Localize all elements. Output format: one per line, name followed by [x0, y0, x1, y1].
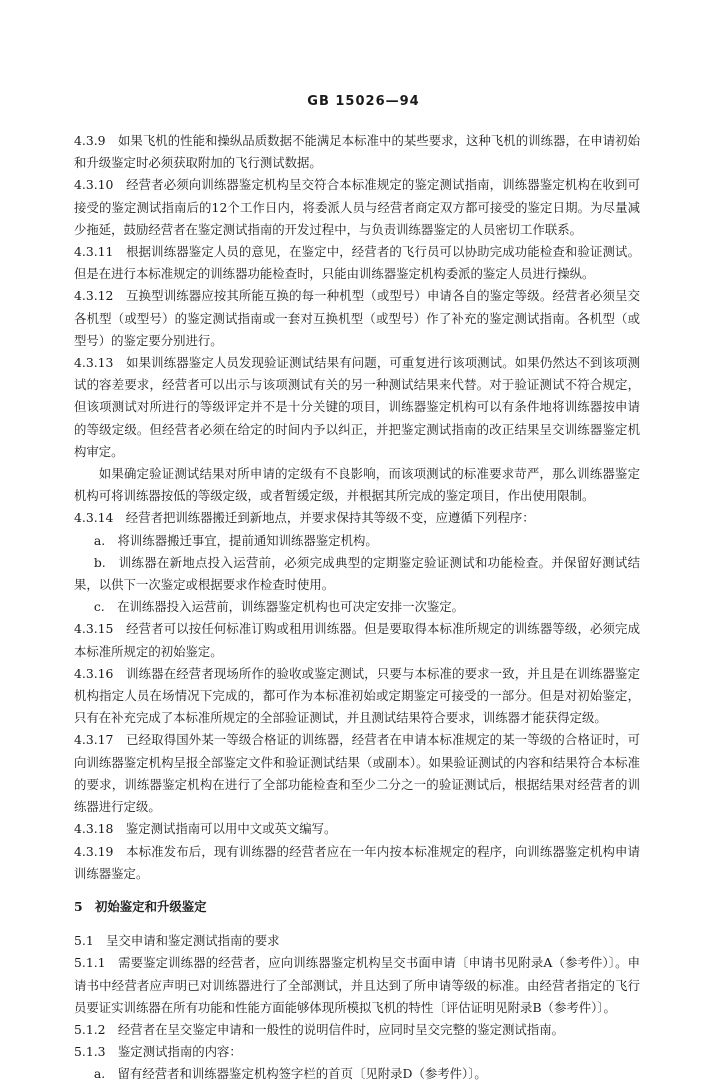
paragraph-4-3-16: 4.3.16 训练器在经营者现场所作的验收或鉴定测试，只要与本标准的要求一致，并且是在训练器鉴定机构指定人员在场情况下完成的，都可作为本标准初始或定期鉴定可接受的一部分。但是对初始鉴定，只有在补充完成了本标准所规定的全部验证测试，并且测试结果符合要求，训练器才能获得定级。: [74, 665, 640, 726]
paragraph-4-3-19: 4.3.19 本标准发布后，现有训练器的经营者应在一年内按本标准规定的程序，向训练器鉴定机构申请训练器鉴定。: [74, 843, 640, 881]
section-heading-5: 5 初始鉴定和升级鉴定: [74, 898, 207, 914]
paragraph-5-1-1: 5.1.1 需要鉴定训练器的经营者，应向训练器鉴定机构呈交书面申请〔申请书见附录A（参考件）〕。申请书中经营者应声明已对训练器进行了全部测试，并且达到了所申请等级的标准。由经营者指定的飞行员要证实训练器在所有功能和性能方面能够体现所模拟飞机的特性〔评估证明见附录B（参考件）〕。: [74, 955, 640, 1015]
document-body: [74, 130, 640, 1086]
paragraph-4-3-9: 4.3.9 如果飞机的性能和操纵品质数据不能满足本标准中的某些要求，这种飞机的训练器，在申请初始和升级鉴定时必须获取附加的飞行测试数据。: [74, 133, 640, 171]
list-item-a: a. 将训练器搬迁事宜，提前通知训练器鉴定机构。: [93, 532, 378, 548]
paragraph-4-3-10: 4.3.10 经营者必须向训练器鉴定机构呈交符合本标准规定的鉴定测试指南，训练器鉴定机构在收到可接受的鉴定测试指南后的12个工作日内，将委派人员与经营者商定双方都可接受的鉴定日期。为尽量减少拖延，鼓励经营者在鉴定测试指南的开发过程中，与负责训练器鉴定的人员密切工作联系。: [74, 177, 640, 237]
paragraph-5-1-2: 5.1.2 经营者在呈交鉴定申请和一般性的说明信件时，应同时呈交完整的鉴定测试指南。: [74, 1021, 564, 1037]
paragraph-4-3-17: 4.3.17 已经取得国外某一等级合格证的训练器，经营者在申请本标准规定的某一等级的合格证时，可向训练器鉴定机构呈报全部鉴定文件和验证测试结果（或副本）。如果验证测试的内容和结果符合本标准的要求，训练器鉴定机构在进行了全部功能检查和至少二分之一的验证测试后，根据结果对经营者的训练器进行定级。: [74, 732, 640, 815]
page-header: GB 15026—94: [307, 94, 420, 109]
paragraph-5-1-3: 5.1.3 鉴定测试指南的内容：: [74, 1044, 242, 1060]
paragraph-4-3-13-cont: 如果确定验证测试结果对所申请的定级有不良影响，而该项测试的标准要求苛严，那么训练器鉴定机构可将训练器按低的等级定级，或者暂缓定级，并根据其所完成的鉴定项目，作出使用限制。: [74, 466, 640, 504]
paragraph-4-3-18: 4.3.18 鉴定测试指南可以用中文或英文编写。: [74, 821, 337, 837]
list-item-b: b. 训练器在新地点投入运营前，必须完成典型的定期鉴定验证测试和功能检查。并保留好测试结果，以供下一次鉴定或根据要求作检查时使用。: [74, 554, 640, 593]
paragraph-5-1: 5.1 呈交申请和鉴定测试指南的要求: [74, 933, 280, 949]
paragraph-4-3-11: 4.3.11 根据训练器鉴定人员的意见，在鉴定中，经营者的飞行员可以协助完成功能检查和验证测试。但是在进行本标准规定的训练器功能检查时，只能由训练器鉴定机构委派的鉴定人员进行操纵。: [74, 244, 640, 282]
list-item-c: c. 在训练器投入运营前，训练器鉴定机构也可决定安排一次鉴定。: [93, 599, 465, 615]
paragraph-4-3-12: 4.3.12 互换型训练器应按其所能互换的每一种机型（或型号）申请各自的鉴定等级。经营者必须呈交各机型（或型号）的鉴定测试指南或一套对互换机型（或型号）作了补充的鉴定测试指南。各机型（或型号）的鉴定要分别进行。: [74, 288, 640, 348]
list-item-a-guide: a. 留有经营者和训练器鉴定机构签字栏的首页〔见附录D（参考件）〕。: [93, 1066, 487, 1082]
paragraph-4-3-15: 4.3.15 经营者可以按任何标准订购或租用训练器。但是要取得本标准所规定的训练器等级，必须完成本标准所规定的初始鉴定。: [74, 621, 640, 659]
paragraph-4-3-14: 4.3.14 经营者把训练器搬迁到新地点，并要求保持其等级不变，应遵循下列程序：: [74, 510, 535, 526]
paragraph-4-3-13: 4.3.13 如果训练器鉴定人员发现验证测试结果有问题，可重复进行该项测试。如果仍然达不到该项测试的容差要求，经营者可以出示与该项测试有关的另一种测试结果来代替。对于验证测试不符合规定，但该项测试对所进行的等级评定并不是十分关键的项目，训练器鉴定机构可以有条件地将训练器按申请的等级定级。但经营者必须在给定的时间内予以纠正，并把鉴定测试指南的改正结果呈交训练器鉴定机构审定。: [74, 355, 640, 459]
